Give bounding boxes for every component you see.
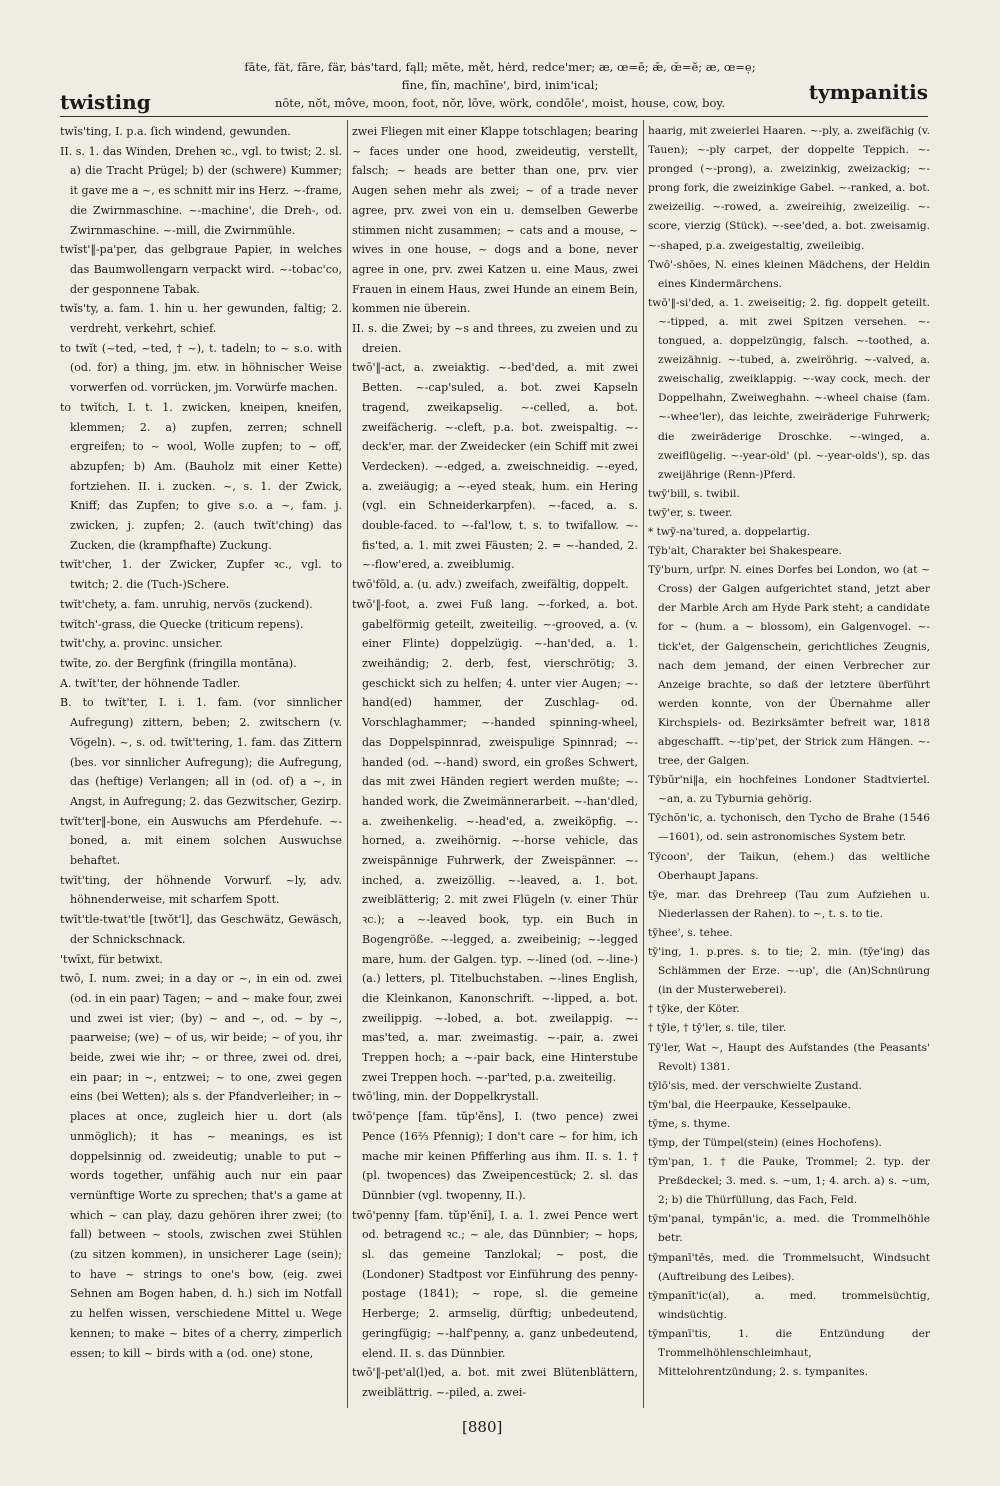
dictionary-entry: twĭt'chety, a. fam. unruhig, nervös (zuckend). xyxy=(60,597,313,611)
dictionary-entry: twō'‖-pet'al(l)ed, a. bot. mit zwei Blütenblättern, zweiblättrig. ~-piled, a. zwei- xyxy=(352,1366,638,1399)
dictionary-entry: B. to twĭt'ter, I. i. 1. fam. (vor sinnlicher Aufregung) zittern, beben; 2. zwitschern (v. Vögeln). ~, s. od. twĭt'tering, 1. fam. das Zittern (bes. vor sinnlicher Aufregung); die Aufregung, das (heftige) Verlangen; all in (od. of) a ~, in Angst, in Aufregung; 2. das Gezwitscher, Gezirp. xyxy=(60,696,342,808)
dictionary-entry: twĭtch'-grass, die Quecke (triticum repens). xyxy=(60,617,304,631)
dictionary-entry: tȳm'panal, tympăn'ic, a. med. die Trommelhöhle betr. xyxy=(648,1213,930,1245)
dictionary-entry: twō'‖-foot, a. zwei Fuß lang. ~-forked, a. bot. gabelförmig geteilt, zweiteilig. ~-grooved, a. (v. einer Flinte) doppelzügig. ~-han'ded, a. 1. zweihändig; 2. derb, fest, vierschrötig; 3. geschickt sich zu helfen; 4. unter vier Augen; ~-hand(ed) hammer, der Zuschlag- od. Vorschlaghammer; ~-handed spinning-wheel, das Doppelspinnrad, zweispulige Spinnrad; ~-handed (od. ~-hand) sword, ein großes Schwert, das mit zwei Händen regiert werden mußte; ~-handed work, die Zweimännerarbeit. ~-han'dled, a. zweihenkelig. ~-head'ed, a. zweiköpfig. ~-horned, a. zweihörnig. ~-horse vehicle, das zweispännige Fuhrwerk, der Zweispänner. ~-inched, a. zweizöllig. ~-leaved, a. 1. bot. zweiblätterig; 2. mit zwei Flügeln (v. einer Thür ꝛc.); a ~-leaved book, typ. ein Buch in Bogengröße. ~-legged, a. zweibeinig; ~-legged mare, hum. der Galgen. typ. ~-lined (od. ~-line-) (a.) letters, pl. Titelbuchstaben. ~-lines English, die Kleinkanon, Kanonschrift. ~-lipped, a. bot. zweilippig. ~-lobed, a. bot. zweilappig. ~-mas'ted, a. mar. zweimastig. ~-pair, a. zwei Treppen hoch; a ~-pair back, eine Hinterstube zwei Treppen hoch. ~-par'ted, p.a. zweiteilig. xyxy=(352,597,638,1084)
page-number: [880] xyxy=(462,1418,503,1436)
dictionary-entry: 'twīxt, für betwixt. xyxy=(60,952,163,966)
dictionary-entry: twĭt'ter‖-bone, ein Auswuchs am Pferdehufe. ~-boned, a. mit einem solchen Auswuchse behaftet. xyxy=(60,814,342,868)
dictionary-entry: tȳmpanī'tēs, med. die Trommelsucht, Windsucht (Auftreibung des Leibes). xyxy=(648,1251,930,1283)
dictionary-entry: haarig, mit zweierlei Haaren. ~-ply, a. zweifächig (v. Tauen); ~-ply carpet, der doppelte Teppich. ~-pronged (~-prong), a. zweizinkig, zweizackig; ~-prong fork, die zweizinkige Gabel. ~-ranked, a. bot. zweizeilig. ~-rowed, a. zweireihig, zweizeilig. ~-score, vierzig (Stück). ~-see'ded, a. bot. zweisamig. ~-shaped, p.a. zweigestaltig, zweileibig. xyxy=(648,125,930,252)
left-guide-word: twisting xyxy=(60,90,151,114)
dictionary-entry: twĭst'‖-pa'per, das gelbgraue Papier, in welches das Baumwollengarn verpackt wird. ~-tobac'co, der gesponnene Tabak. xyxy=(60,243,342,296)
dictionary-entry: tȳ'ing, 1. p.pres. s. to tie; 2. min. (tȳe'ing) das Schlämmen der Erze. ~-up', die (An)Schnürung (in der Musterweberei). xyxy=(648,946,930,997)
dictionary-entry: † tȳle, † tȳ'ler, s. tile, tiler. xyxy=(648,1022,787,1035)
dictionary-entry: Tȳ'burn, urſpr. N. eines Dorfes bei London, wo (at ~ Cross) der Galgen aufgerichtet stand, jetzt aber der Marble Arch am Hyde Park steht; a candidate for ~ (hum. a ~ blossom), ein Galgenvogel. ~-tick'et, der Galgenschein, gerichtliches Zeugnis, nach dem jemand, der einen Verbrecher zur Anzeige brachte, so daß der letztere überführt werden konnte, von der Übernahme aller Kirchspiels- od. Bezirksämter befreit war, 1818 abgeschafft. ~-tip'pet, der Strick zum Hängen. ~-tree, der Galgen. xyxy=(648,564,930,768)
dictionary-entry: II. s. 1. das Winden, Drehen ꝛc., vgl. to twist; 2. sl. a) die Tracht Prügel; b) der (schwere) Kummer; it gave me a ~, es schnitt mir ins Herz. ~-frame, die Zwirnmaschine. ~-machine', die Dreh-, od. Zwirnmaschine. ~-mill, die Zwirnmühle. xyxy=(60,144,342,237)
dictionary-entry: twō'ling, min. der Doppelkrystall. xyxy=(352,1090,539,1104)
dictionary-entry: tȳe, mar. das Drehreep (Tau zum Aufziehen u. Niederlassen der Rahen). to ~, t. s. to tie. xyxy=(648,888,930,920)
dictionary-entry: to twĭt (~ted, ~ted, † ~), t. tadeln; to ~ s.o. with (od. for) a thing, jm. etw. in höhnischer Weise vorwerfen od. vorrücken, jm. Vorwürfe machen. xyxy=(60,341,342,395)
dictionary-entry: twīte, zo. der Bergfink (fringilla montāna). xyxy=(60,656,297,670)
dictionary-entry: to twĭtch, I. t. 1. zwicken, kneipen, kneifen, klemmen; 2. a) zupfen, zerren; schnell ergreifen; to ~ wool, Wolle zupfen; to ~ off, abzupfen; b) Am. (Bauholz mit einer Kette) fortziehen. II. i. zucken. ~, s. 1. der Zwick, Kniff; das Zupfen; to give s.o. a ~, fam. j. zwicken, j. zupfen; 2. (auch twĭt'ching) das Zucken, die (krampfhafte) Zuckung. xyxy=(60,400,342,552)
dictionary-entry: Twō'-shōes, N. eines kleinen Mädchens, der Heldin eines Kindermärchens. xyxy=(648,258,930,290)
dictionary-entry: twȳ'er, s. tweer. xyxy=(648,506,733,519)
dictionary-entry: tȳm'bal, die Heerpauke, Kesselpauke. xyxy=(648,1098,851,1111)
key-line: nōte, nŏt, môve, moon, foot, nŏr, lōve, wörk, condōle', moist, house, cow, boy. xyxy=(274,96,726,110)
dictionary-entry: tȳme, s. thyme. xyxy=(648,1117,731,1130)
dictionary-entry: Tȳbŭr'ni‖a, ein hochfeines Londoner Stadtviertel. ~an, a. zu Tyburnia gehörig. xyxy=(648,774,930,806)
header-rule xyxy=(60,116,928,117)
column-2 xyxy=(352,122,638,1403)
dictionary-entry: Tȳcoon', der Taikun, (ehem.) das weltliche Oberhaupt Japans. xyxy=(648,850,930,882)
right-guide-word: tympanitis xyxy=(808,80,928,104)
dictionary-entry: twĭt'cher, 1. der Zwicker, Zupfer ꝛc., vgl. to twitch; 2. die (Tuch-)Schere. xyxy=(60,558,342,592)
dictionary-entry: twō'‖-si'ded, a. 1. zweiseitig; 2. fig. doppelt geteilt. ~-tipped, a. mit zwei Spitzen versehen. ~-tongued, a. doppelzüngig, falsch. ~-toothed, a. zweizähnig. ~-tubed, a. zweiröhrig. ~-valved, a. zweischalig, zweiklappig. ~-way cock, mech. der Doppelhahn, Zweiweghahn. ~-wheel chaise (fam. ~-whee'ler), das leichte, zweiräderige Fuhrwerk; die zweiräderige Droschke. ~-winged, a. zweiflügelig. ~-year-old' (pl. ~-year-olds'), sp. das zweijährige (Renn-)Pferd. xyxy=(648,296,930,481)
key-line: fāte, făt, fāre, fär, bȧs'tard, fąll; mēte, mět, hėrd, redce'mer; æ, œ=ē; æ̆, œ̆=ĕ; æ, œ=ẹ; xyxy=(244,60,756,74)
dictionary-entry: Tȳb'alt, Charakter bei Shakespeare. xyxy=(648,545,842,558)
dictionary-entry: tȳhee', s. tehee. xyxy=(648,926,733,939)
dictionary-entry: tȳmpanī'tis, 1. die Entzündung der Trommelhöhlenschleimhaut, Mittelohrentzündung; 2. s. tympanites. xyxy=(648,1327,930,1379)
dictionary-entry: twĭt'chy, a. provinc. unsicher. xyxy=(60,637,223,651)
key-line: fīne, fĭn, machīne', bird, inim'ical; xyxy=(401,78,599,92)
dictionary-entry: twĭs'ting, I. p.a. ſich windend, gewunden. xyxy=(60,125,291,138)
dictionary-entry: twō'penny [fam. tŭp'ĕnĭ], I. a. 1. zwei Pence wert od. betragend ꝛc.; ~ ale, das Dünnbier; ~ hops, sl. das gemeine Tanzlokal; ~ post, die (Londoner) Stadtpost vor Einführung des penny-postage (1841); ~ rope, sl. die gemeine Herberge; 2. armselig, dürftig; unbedeutend, geringfügig; ~-half'penny, a. ganz unbedeutend, elend. II. s. das Dünnbier. xyxy=(352,1208,638,1360)
dictionary-entry: twĭt'tle-twat'tle [twŏt'l], das Geschwätz, Gewäsch, der Schnickschnack. xyxy=(60,913,342,946)
dictionary-entry: twō'‖-act, a. zweiaktig. ~-bed'ded, a. mit zwei Betten. ~-cap'suled, a. bot. zwei Kapseln tragend, zweikapselig. ~-celled, a. bot. zweifächerig. ~-cleft, p.a. bot. zweispaltig. ~-deck'er, mar. der Zweidecker (ein Schiff mit zwei Verdecken). ~-edged, a. zweischneidig. ~-eyed, a. zweiäugig; a ~-eyed steak, hum. ein Hering (vgl. ein Schneiderkarpfen). ~-faced, a. s. double-faced. to ~-fal'low, t. s. to twifallow. ~-fis'ted, a. 1. mit zwei Fäusten; 2. = ~-handed, 2. ~-flow'ered, a. zweiblumig. xyxy=(352,361,638,572)
column-divider xyxy=(347,120,348,1408)
dictionary-entry: twō, I. num. zwei; in a day or ~, in ein od. zwei (od. in ein paar) Tagen; ~ and ~ make four, zwei und zwei ist vier; (by) ~ and ~, od. ~ by ~, paarweise; (we) ~ of us, wir beide; ~ of you, ihr beide, zwei wie ihr; ~ or three, zwei od. drei, ein paar; in ~, entzwei; ~ to one, zwei gegen eins (bei Wetten); als s. der Pfandverleiher; in ~ places at once, zugleich hier u. dort (als unmöglich); it has ~ meanings, es ist doppelsinnig od. zweideutig; unable to put ~ words together, unfähig auch nur ein paar vernünftige Worte zu sprechen; that's a game at which ~ can play, dazu gehören ihrer zwei; (to fall) between ~ stools, zwischen zwei Stühlen (zu sitzen kommen), in unsicherer Lage (sein); to have ~ strings to one's bow, (eig. zwei Sehnen am Bogen haben, d. h.) sich im Notfall zu helfen wissen, verschiedene Mittel u. Wege kennen; to make ~ bites of a cherry, zimperlich essen; to kill ~ birds with a (od. one) stone, xyxy=(60,972,342,1360)
dictionary-entry: † tȳke, der Köter. xyxy=(648,1003,740,1016)
dictionary-entry: zwei Fliegen mit einer Klappe totschlagen; bearing ~ faces under one hood, zweideutig, verstellt, falsch; ~ heads are better than one, prv. vier Augen sehen mehr als zwei; ~ of a trade never agree, prv. zwei von ein u. demselben Gewerbe stimmen nicht zusammen; ~ cats and a mouse, ~ wives in one house, ~ dogs and a bone, never agree in one, prv. zwei Katzen u. eine Maus, zwei Frauen in einem Haus, zwei Hunde an einem Bein, kommen nie überein. xyxy=(352,125,638,316)
dictionary-entry: tȳm'pan, 1. † die Pauke, Trommel; 2. typ. der Preßdeckel; 3. med. s. ~um, 1; 4. arch. a) s. ~um, 2; b) die Thürfüllung, das Fach, Feld. xyxy=(648,1156,930,1207)
dictionary-entry: twȳ'bill, s. twibil. xyxy=(648,487,740,500)
dictionary-entry: * twȳ-na'tured, a. doppelartig. xyxy=(648,525,811,538)
dictionary-entry: Tȳ'ler, Wat ~, Haupt des Aufstandes (the Peasants' Revolt) 1381. xyxy=(648,1041,930,1073)
column-3 xyxy=(648,122,930,1382)
dictionary-entry: tȳmpanĭt'ic(al), a. med. trommelsüchtig, windsüchtig. xyxy=(648,1289,930,1321)
dictionary-entry: tȳlō'sis, med. der verschwielte Zustand. xyxy=(648,1079,862,1092)
pronunciation-key xyxy=(200,58,800,112)
column-1 xyxy=(60,122,342,1363)
dictionary-entry: II. s. die Zwei; by ~s and threes, zu zweien und zu dreien. xyxy=(352,322,638,355)
dictionary-entry: twō'pençe [fam. tŭp'ĕns], I. (two pence) zwei Pence (16⅔ Pfennig); I don't care ~ for him, ich mache mir keinen Pfifferling aus ihm. II. s. 1. † (pl. twopences) das Zweipencestück; 2. sl. das Dünnbier (vgl. twopenny, II.). xyxy=(352,1110,638,1202)
column-divider xyxy=(643,120,644,1408)
dictionary-entry: tȳmp, der Tümpel(stein) (eines Hochofens). xyxy=(648,1136,882,1149)
dictionary-entry: A. twĭt'ter, der höhnende Tadler. xyxy=(60,676,241,690)
dictionary-entry: twō'fōld, a. (u. adv.) zweifach, zweifältig, doppelt. xyxy=(352,578,629,592)
dictionary-entry: twĭs'ty, a. fam. 1. hin u. her gewunden, faltig; 2. verdreht, verkehrt, schief. xyxy=(60,302,342,336)
dictionary-entry: Tȳchŏn'ic, a. tychonisch, den Tycho de Brahe (1546—1601), od. sein astronomisches System betr. xyxy=(648,812,930,844)
dictionary-entry: twĭt'ting, der höhnende Vorwurf. ~ly, adv. höhnenderweise, mit scharfem Spott. xyxy=(60,873,342,907)
